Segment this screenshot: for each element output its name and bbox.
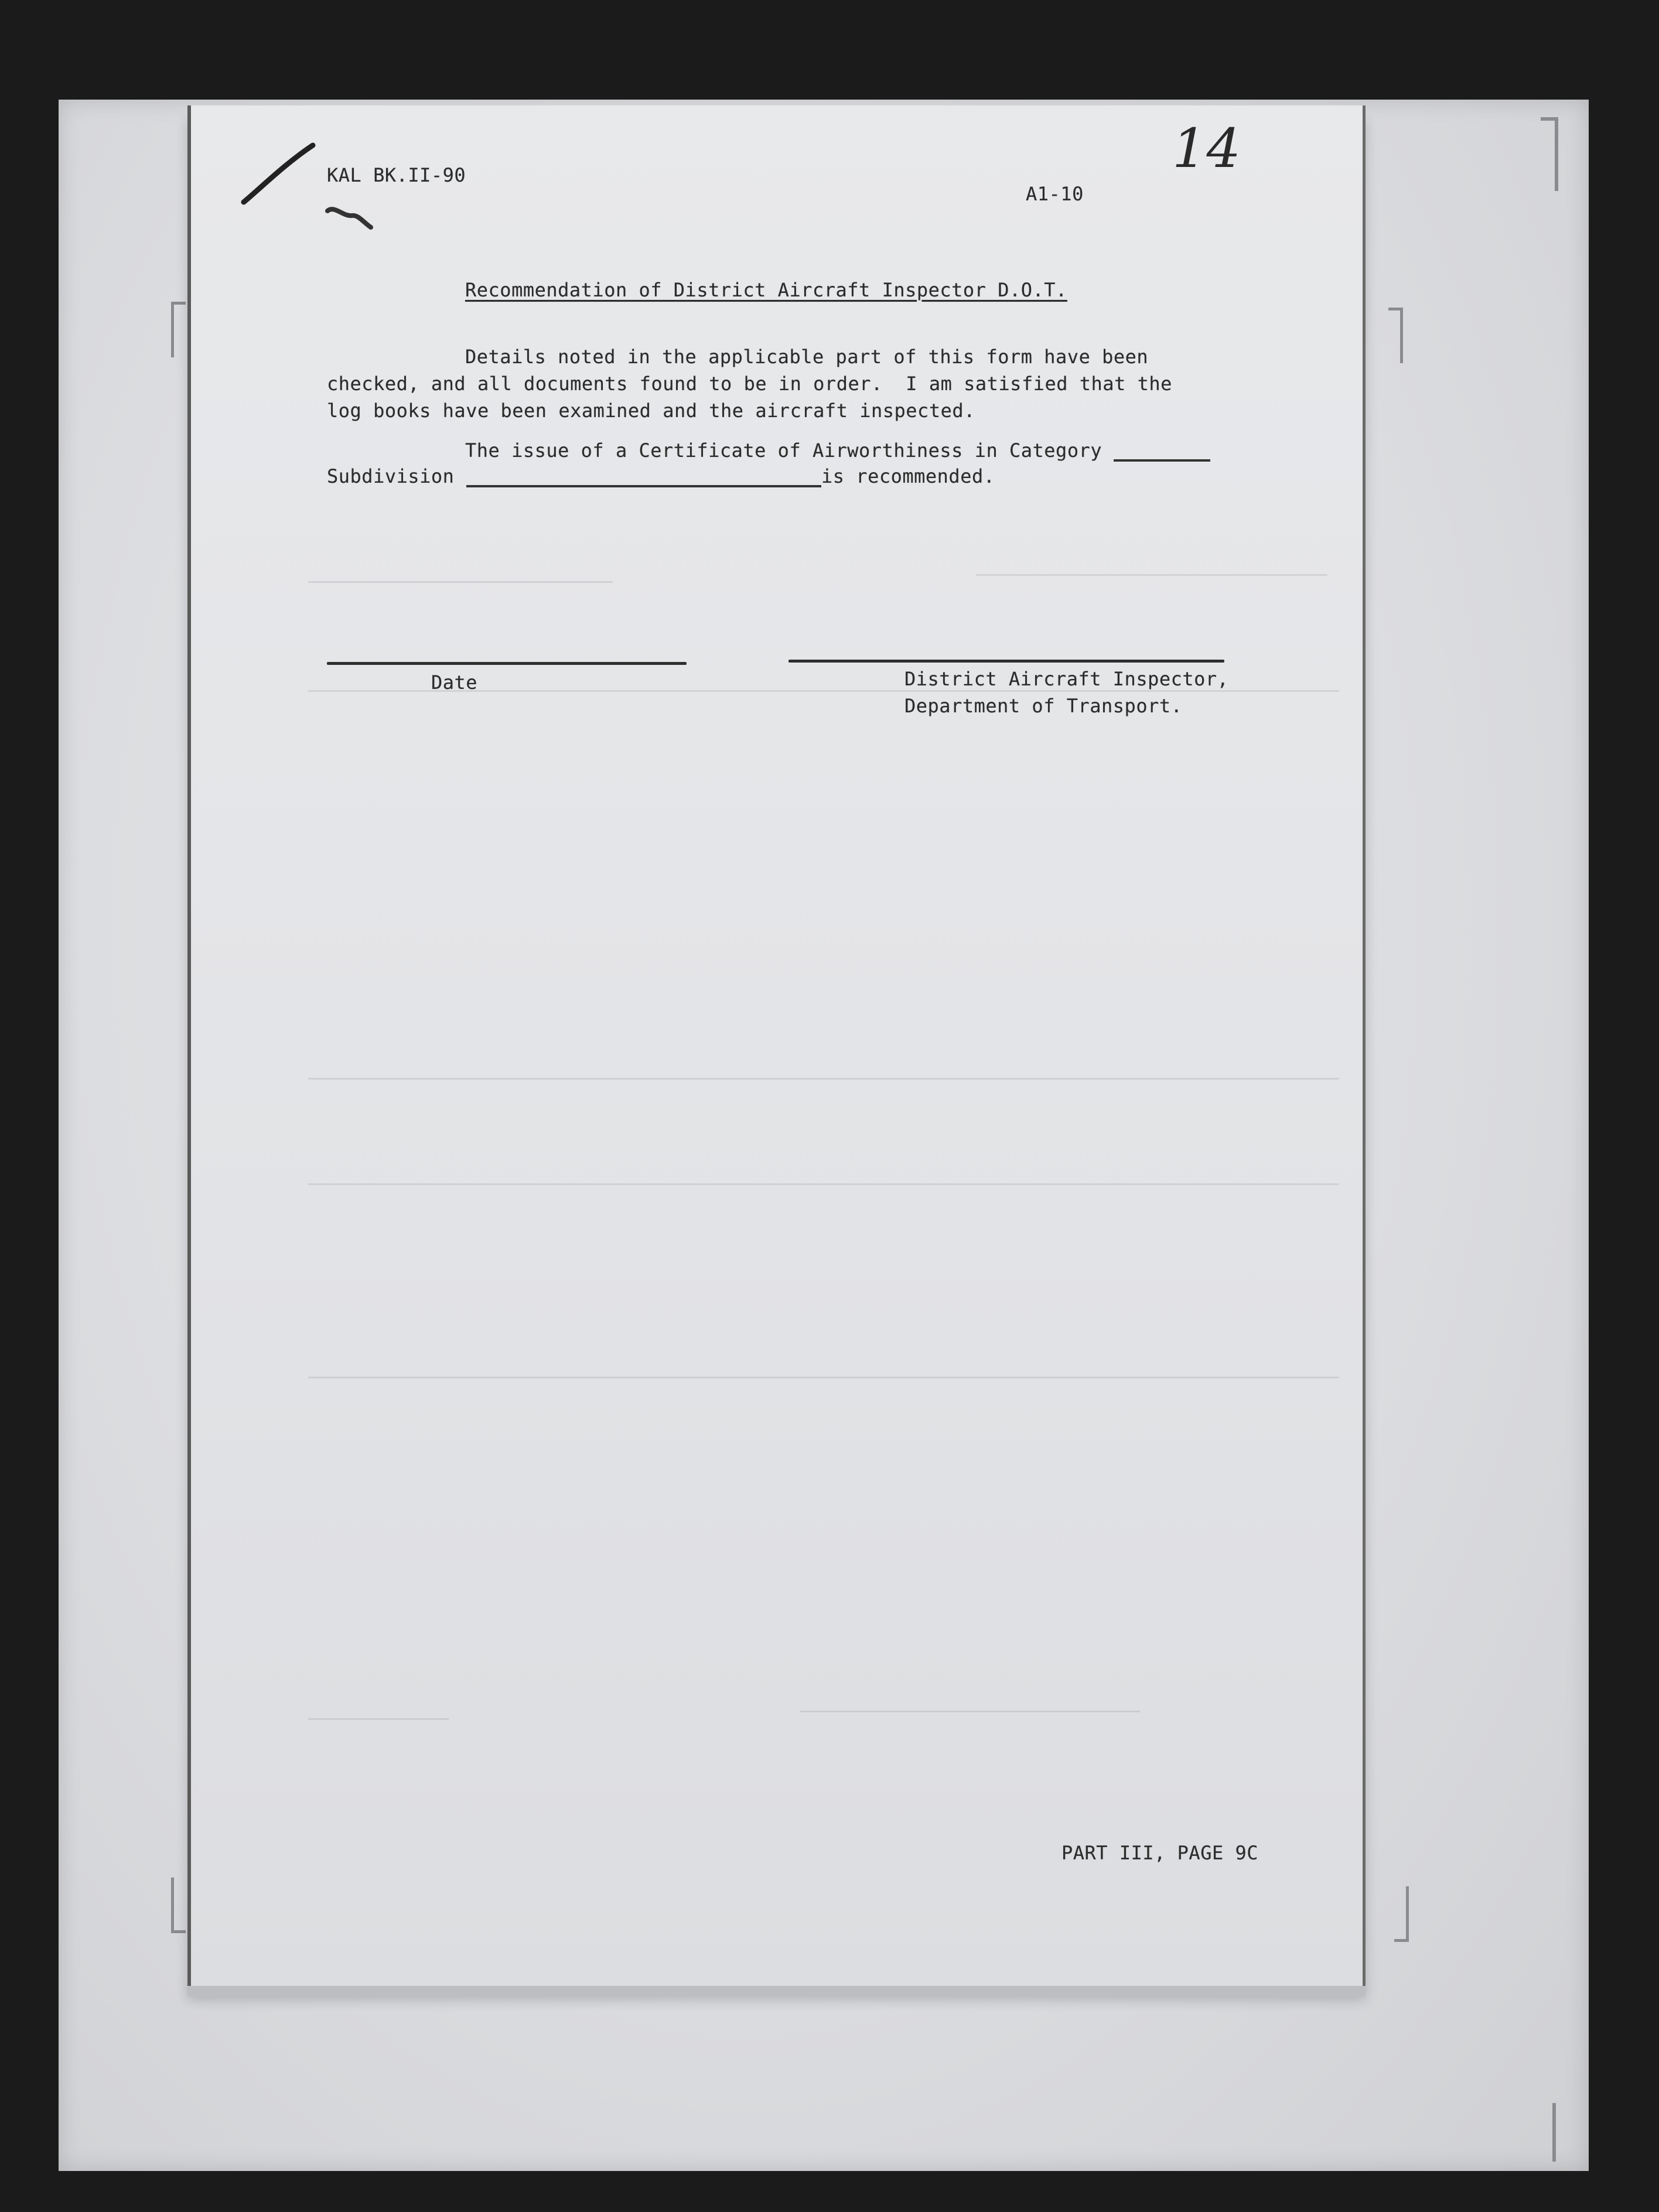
bleed-through-line bbox=[308, 1183, 1339, 1185]
page-footer: PART III, PAGE 9C bbox=[1061, 1842, 1259, 1864]
corner-bracket-right-lower bbox=[1394, 1886, 1409, 1942]
page-title: Recommendation of District Aircraft Inspector D.O.T. bbox=[465, 279, 1067, 301]
form-code: A1-10 bbox=[1026, 183, 1084, 205]
bleed-through-line bbox=[308, 1078, 1339, 1080]
corner-bracket-left-upper bbox=[171, 302, 186, 357]
date-label: Date bbox=[431, 671, 478, 694]
inspector-signature-line bbox=[788, 660, 1224, 663]
paragraph-line-2: checked, and all documents found to be in order. I am satisfied that the bbox=[327, 373, 1172, 395]
file-reference: KAL BK.II-90 bbox=[327, 164, 466, 186]
recommended-text: is recommended. bbox=[821, 465, 995, 487]
department-label: Department of Transport. bbox=[904, 695, 1183, 717]
corner-bracket-right-upper bbox=[1388, 308, 1403, 363]
bleed-through-line bbox=[308, 1377, 1339, 1378]
subdivision-blank bbox=[466, 485, 821, 487]
bleed-through-line bbox=[308, 1718, 449, 1720]
paragraph-line-1: Details noted in the applicable part of this form have been bbox=[465, 346, 1149, 368]
corner-bracket-left-lower bbox=[171, 1878, 186, 1933]
ink-mark-icon bbox=[323, 199, 376, 234]
date-signature-line bbox=[327, 662, 687, 665]
inspector-label: District Aircraft Inspector, bbox=[904, 668, 1229, 690]
issue-line: The issue of a Certificate of Airworthiness in Category bbox=[465, 439, 1102, 462]
bleed-through-line bbox=[308, 581, 613, 583]
document-page bbox=[187, 105, 1366, 1986]
handwritten-page-number: 14 bbox=[1172, 117, 1241, 180]
corner-bracket-top-right bbox=[1541, 117, 1558, 191]
bleed-through-line bbox=[976, 574, 1327, 576]
bleed-through-line bbox=[800, 1711, 1140, 1712]
checkmark-icon bbox=[238, 141, 320, 211]
paragraph-line-3: log books have been examined and the aircraft inspected. bbox=[327, 400, 975, 422]
subdivision-label: Subdivision bbox=[327, 465, 455, 487]
corner-bracket-bottom-right bbox=[1547, 2103, 1556, 2162]
category-blank bbox=[1114, 459, 1210, 462]
